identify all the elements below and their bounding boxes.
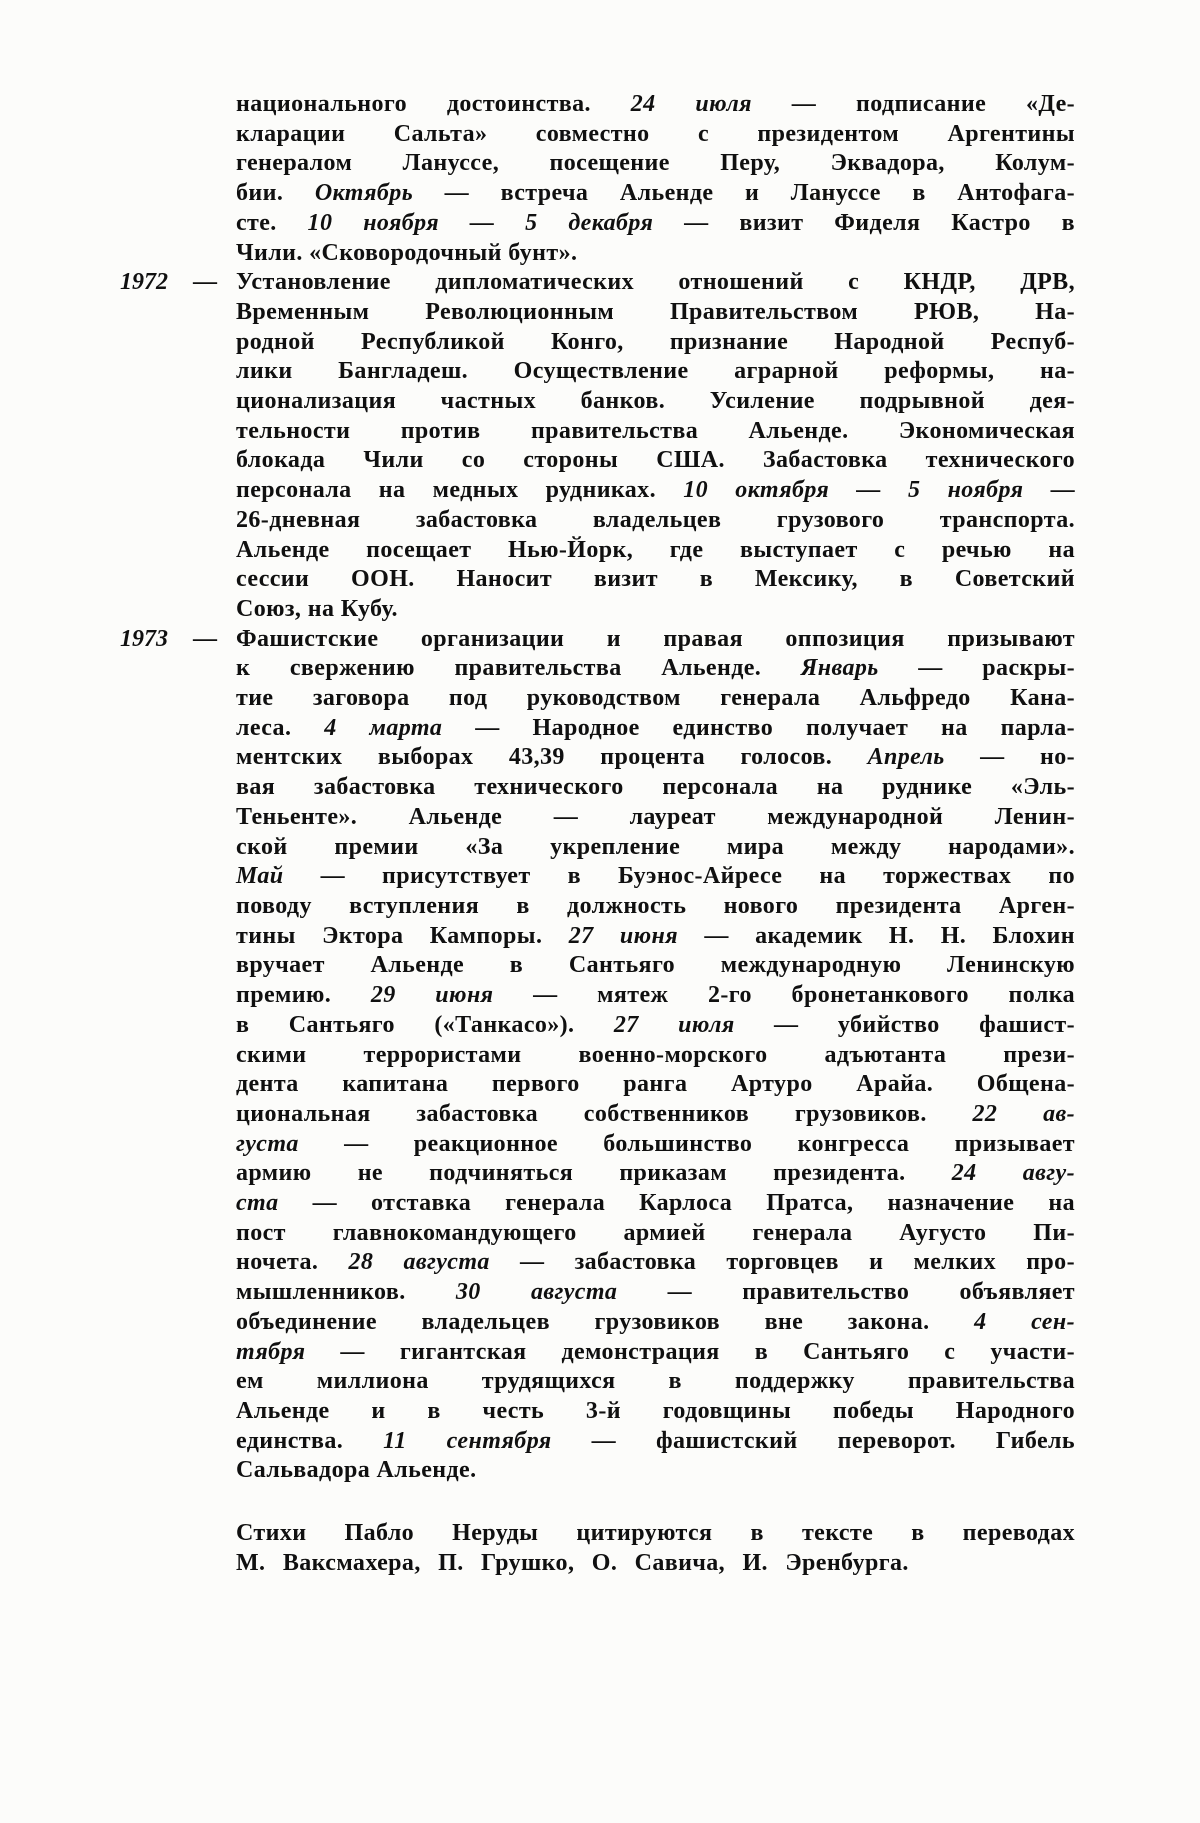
- text-segment: к свержению правительства Альенде.: [236, 655, 801, 682]
- text-segment: Временным Революционным Правительством РЮВ, На-: [236, 298, 1075, 325]
- text-segment: Установление дипломатических отношений с КНДР, ДРВ,: [236, 269, 1075, 296]
- text-line: [236, 1278, 1075, 1308]
- translators-note: [0, 1519, 1200, 1578]
- text-segment: леса.: [236, 714, 325, 741]
- text-line: [236, 328, 1075, 358]
- text-segment: мышленников.: [236, 1279, 456, 1306]
- text-segment: Стихи Пабло Неруды цитируются в тексте в переводах: [236, 1520, 1075, 1547]
- text-line: [236, 536, 1075, 566]
- text-line: [236, 1427, 1075, 1457]
- text-line: [236, 922, 1075, 952]
- text-line: [236, 179, 1075, 209]
- text-segment: тие заговора под руководством генерала Альфредо Кана-: [236, 685, 1075, 712]
- chronology: [0, 90, 1200, 1486]
- text-segment: тельности против правительства Альенде. Экономическая: [236, 417, 1075, 444]
- text-line: [236, 595, 1075, 625]
- text-line: [236, 1041, 1075, 1071]
- text-line: [236, 120, 1075, 150]
- chronology-entry: [0, 268, 1200, 624]
- text-line: [236, 1338, 1075, 1368]
- text-segment: 26-дневная забастовка владельцев грузового транспорта.: [236, 506, 1075, 533]
- text-segment: премию.: [236, 982, 371, 1009]
- text-segment: Альенде посещает Нью-Йорк, где выступает с речью на: [236, 536, 1075, 563]
- text-line: [236, 1456, 1075, 1486]
- text-segment: лики Бангладеш. Осуществление аграрной реформы, на-: [236, 358, 1075, 385]
- text-line: [236, 833, 1075, 863]
- text-line: [236, 1070, 1075, 1100]
- text-line: [236, 773, 1075, 803]
- year-label: 1973: [120, 625, 168, 652]
- text-segment: — академик Н. Н. Блохин: [678, 922, 1076, 949]
- text-segment: — встреча Альенде и Лануссе в Антофага-: [413, 180, 1076, 207]
- text-segment: ем миллиона трудящихся в поддержку правительства: [236, 1368, 1075, 1395]
- text-segment: — присутствует в Буэнос-Айресе на торжествах по: [283, 863, 1075, 890]
- date-segment: Октябрь: [314, 180, 414, 207]
- text-line: [236, 209, 1075, 239]
- text-segment: Сальвадора Альенде.: [236, 1457, 477, 1484]
- text-segment: ционализация частных банков. Усиление подрывной дея-: [236, 388, 1075, 415]
- text-line: [236, 565, 1075, 595]
- text-segment: Чили. «Сковородочный бунт».: [236, 239, 578, 266]
- text-segment: национального достоинства.: [236, 91, 631, 117]
- page-content: [0, 90, 1200, 1578]
- text-segment: сессии ООН. Наносит визит в Мексику, в Советский: [236, 566, 1075, 593]
- date-segment: 24 авгу-: [951, 1160, 1075, 1187]
- text-line: [236, 1367, 1075, 1397]
- text-segment: Союз, на Кубу.: [236, 595, 398, 622]
- date-segment: 28 августа: [348, 1249, 490, 1276]
- text-segment: родной Республикой Конго, признание Народной Респуб-: [236, 328, 1075, 355]
- date-segment: 24 июля: [630, 91, 752, 117]
- text-segment: — правительство объявляет: [617, 1279, 1075, 1306]
- text-segment: — Народное единство получает на парла-: [442, 714, 1076, 741]
- text-segment: ментских выборах 43,39 процента голосов.: [236, 744, 868, 771]
- text-line: [236, 506, 1075, 536]
- date-segment: 30 августа: [455, 1279, 618, 1306]
- text-segment: генералом Лануссе, посещение Перу, Эквадора, Колум-: [236, 150, 1075, 177]
- text-line: [236, 862, 1075, 892]
- text-line: [236, 803, 1075, 833]
- text-segment: скими террористами военно-морского адъютанта прези-: [236, 1041, 1075, 1068]
- chronology-entry: [0, 625, 1200, 1486]
- chronology-entry: [0, 90, 1200, 268]
- text-line: [236, 714, 1075, 744]
- text-segment: — гигантская демонстрация в Сантьяго с участи-: [305, 1338, 1075, 1365]
- year-dash: —: [193, 269, 217, 296]
- text-segment: —: [1023, 477, 1075, 504]
- date-segment: тября: [236, 1338, 306, 1365]
- text-segment: Теньенте». Альенде — лауреат международной Ленин-: [236, 803, 1075, 830]
- text-segment: — убийство фашист-: [734, 1011, 1075, 1038]
- text-segment: — но-: [944, 744, 1075, 771]
- text-segment: — подписание «Де-: [751, 91, 1076, 117]
- text-line: [236, 1011, 1075, 1041]
- text-segment: — фашистский переворот. Гибель: [551, 1427, 1075, 1454]
- text-line: [236, 1519, 1075, 1549]
- date-segment: 27 июля: [613, 1011, 735, 1038]
- text-line: [236, 476, 1075, 506]
- text-segment: Фашистские организации и правая оппозиция призывают: [236, 625, 1075, 652]
- text-line: [236, 981, 1075, 1011]
- text-segment: персонала на медных рудниках.: [236, 477, 684, 504]
- text-segment: М. Ваксмахера, П. Грушко, О. Савича, И. Эренбурга.: [236, 1549, 909, 1576]
- text-segment: вая забастовка технического персонала на руднике «Эль-: [236, 774, 1075, 801]
- date-segment: Апрель: [867, 744, 945, 771]
- text-line: [236, 387, 1075, 417]
- text-segment: — мятеж 2-го бронетанкового полка: [493, 982, 1076, 1009]
- date-segment: 29 июня: [370, 982, 494, 1009]
- date-segment: 4 марта: [324, 714, 443, 741]
- text-segment: объединение владельцев грузовиков вне закона.: [236, 1308, 975, 1335]
- date-segment: 4 сен-: [974, 1308, 1075, 1335]
- text-line: [236, 417, 1075, 447]
- text-segment: бии.: [236, 180, 315, 207]
- entry-year: [120, 625, 217, 655]
- text-line: [236, 951, 1075, 981]
- text-line: [236, 1100, 1075, 1130]
- text-line: [236, 446, 1075, 476]
- text-line: [236, 1189, 1075, 1219]
- date-segment: ста: [236, 1190, 279, 1217]
- text-line: [236, 654, 1075, 684]
- text-segment: тины Эктора Кампоры.: [236, 922, 569, 949]
- text-segment: дента капитана первого ранга Артуро Арайа. Общена-: [236, 1071, 1075, 1098]
- text-line: [236, 1159, 1075, 1189]
- text-line: [236, 892, 1075, 922]
- entry-year: [120, 268, 217, 298]
- text-segment: блокада Чили со стороны США. Забастовка технического: [236, 447, 1075, 474]
- date-segment: 10 октября — 5 ноября: [683, 477, 1024, 504]
- date-segment: 22 ав-: [972, 1100, 1075, 1127]
- text-segment: сте.: [236, 209, 308, 236]
- text-segment: пост главнокомандующего армией генерала Аугусто Пи-: [236, 1219, 1075, 1246]
- text-line: [236, 1130, 1075, 1160]
- text-segment: циональная забастовка собственников грузовиков.: [236, 1100, 973, 1127]
- text-line: [236, 1219, 1075, 1249]
- text-line: [236, 149, 1075, 179]
- text-segment: Альенде и в честь 3-й годовщины победы Народного: [236, 1397, 1075, 1424]
- text-segment: — отставка генерала Карлоса Пратса, назначение на: [278, 1190, 1075, 1217]
- year-label: 1972: [120, 269, 168, 296]
- text-segment: кларации Сальта» совместно с президентом Аргентины: [236, 120, 1075, 147]
- text-line: [236, 298, 1075, 328]
- text-segment: — забастовка торговцев и мелких про-: [489, 1249, 1075, 1276]
- text-segment: поводу вступления в должность нового президента Арген-: [236, 892, 1075, 919]
- text-line: [236, 1308, 1075, 1338]
- text-line: [236, 90, 1075, 120]
- text-segment: ской премии «За укрепление мира между народами».: [236, 833, 1075, 860]
- date-segment: 10 ноября — 5 декабря: [307, 209, 654, 236]
- text-line: [236, 239, 1075, 269]
- text-segment: — раскры-: [878, 655, 1076, 682]
- text-line: [236, 357, 1075, 387]
- text-segment: ночета.: [236, 1249, 349, 1276]
- text-segment: — реакционное большинство конгресса призывает: [298, 1130, 1075, 1157]
- text-line: [236, 1549, 1075, 1579]
- date-segment: Май: [236, 863, 284, 890]
- text-segment: в Сантьяго («Танкасо»).: [236, 1011, 614, 1038]
- text-line: [236, 743, 1075, 773]
- text-segment: единства.: [236, 1427, 384, 1454]
- date-segment: густа: [236, 1130, 299, 1157]
- text-line: [236, 684, 1075, 714]
- year-dash: —: [193, 625, 217, 652]
- text-line: [236, 1248, 1075, 1278]
- text-segment: — визит Фиделя Кастро в: [653, 209, 1076, 236]
- date-segment: Январь: [800, 655, 879, 682]
- text-line: [236, 268, 1075, 298]
- text-line: [236, 625, 1075, 655]
- text-segment: армию не подчиняться приказам президента.: [236, 1160, 952, 1187]
- text-line: [236, 1397, 1075, 1427]
- date-segment: 27 июня: [568, 922, 679, 949]
- date-segment: 11 сентября: [383, 1427, 552, 1454]
- text-segment: вручает Альенде в Сантьяго международную Ленинскую: [236, 952, 1075, 979]
